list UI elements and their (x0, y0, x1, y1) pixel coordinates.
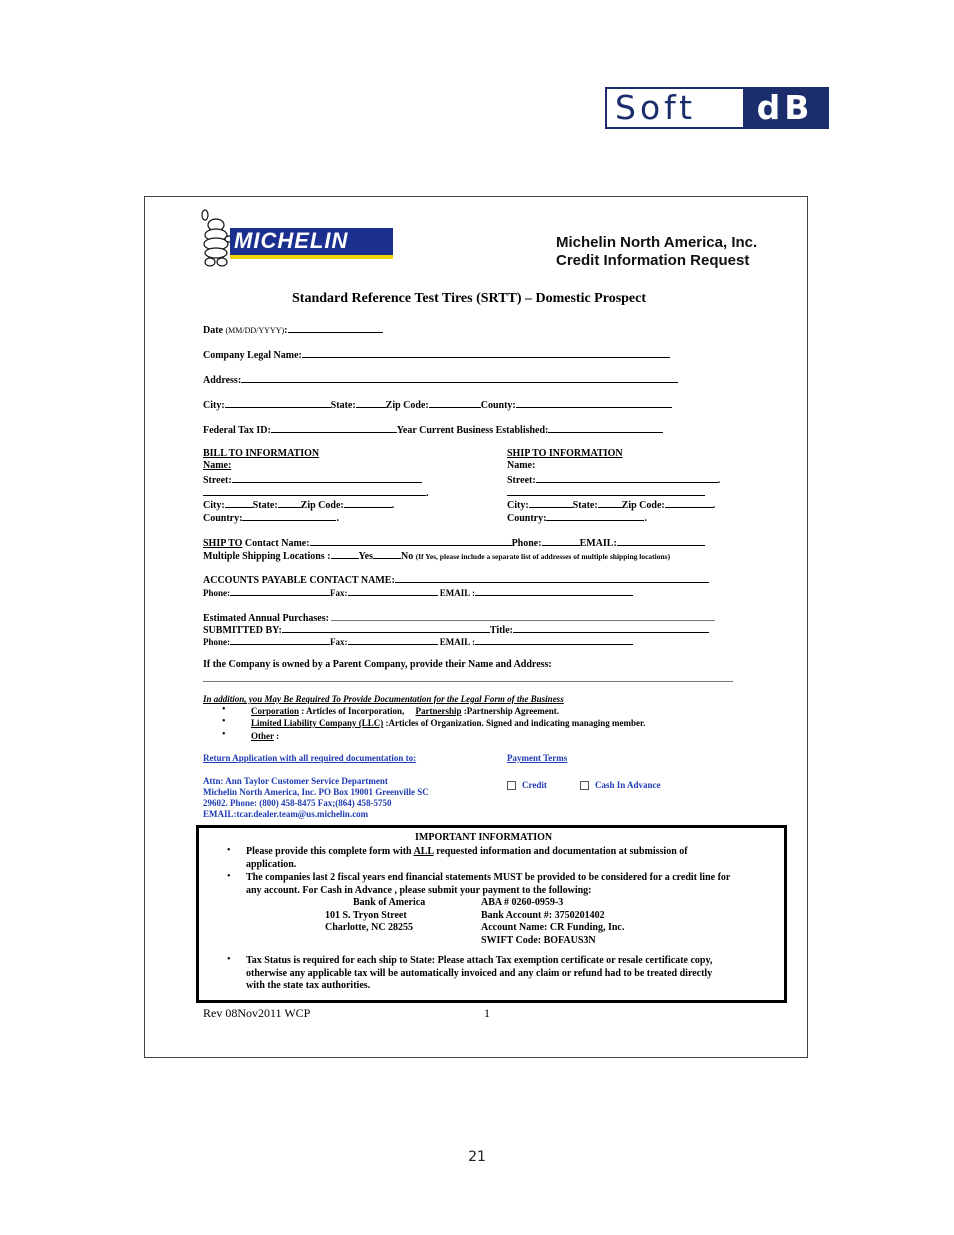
bank-account-block (481, 897, 624, 947)
llc-item (251, 718, 645, 728)
ship-to-title: SHIP TO INFORMATION (507, 448, 623, 459)
info-paragraph-2 (246, 872, 730, 897)
bullet-llc: • (222, 716, 226, 727)
bill-to-country-dot: . (336, 513, 339, 524)
swift-code: SWIFT Code: BOFAUS3N (481, 934, 596, 946)
bullet-corporation: • (222, 704, 226, 715)
ship-to-country-label: Country: (507, 513, 547, 524)
corporation-item (251, 706, 559, 716)
bank-account-number: Bank Account #: 3750201402 (481, 909, 605, 921)
info-p1-all: ALL (413, 846, 434, 857)
bill-to-street-field (203, 473, 422, 486)
yes-label: Yes (358, 551, 373, 562)
ship-to-city-row (507, 498, 715, 511)
return-application-label: Return Application with all required documentation to: (203, 753, 417, 763)
account-name: Account Name: CR Funding, Inc. (481, 922, 625, 933)
info-p2-line1: The companies last 2 fiscal years end financial statements MUST be provided to be considered for a credit line for (246, 872, 731, 883)
bank-name: Bank of America (353, 897, 426, 908)
multiple-shipping-note: (If Yes, please include a separate list of addresses of multiple shipping locations) (415, 552, 671, 561)
tax-id-row (203, 423, 663, 436)
llc-label: Limited Liability Company (LLC) (251, 718, 384, 728)
ship-to-name-label: Name: (507, 460, 536, 471)
info-p3-line1: Tax Status is required for each ship to State: Please attach Tax exemption certificate or resale certificate copy, (246, 955, 713, 966)
address-field (203, 373, 678, 386)
logo-db-text: dB (743, 89, 827, 127)
city-state-row (203, 398, 672, 411)
partnership-doc: :Partnership Agreement. (461, 706, 560, 716)
payment-terms-label: Payment Terms (507, 753, 568, 763)
return-address-1: Michelin North America, Inc. PO Box 19001 Greenville SC (203, 787, 429, 797)
important-information-heading: IMPORTANT INFORMATION (415, 832, 553, 843)
ship-to-zip-dot: . (712, 500, 716, 511)
county-label: County: (480, 400, 516, 411)
city-label: City: (203, 400, 225, 411)
ap-phone-label: Phone: (203, 588, 230, 598)
info-p2-line2: any account. For Cash in Advance , please submit your payment to the following: (246, 884, 592, 896)
legal-name-label: Company Legal Name: (203, 350, 302, 361)
ap-phone-row (203, 586, 633, 598)
softdb-logo (605, 87, 829, 129)
bank-city: Charlotte, NC 28255 (325, 922, 414, 933)
return-email: EMAIL:tcar.dealer.team@us.michelin.com (203, 809, 369, 819)
ap-contact-row (203, 573, 709, 586)
parent-company-line (203, 681, 733, 682)
bill-to-street-dot: . (426, 488, 429, 499)
bill-to-zip-dot: . (391, 500, 395, 511)
corporation-label: Corporation (251, 706, 299, 716)
submitter-fax-label: Fax: (330, 637, 348, 647)
submitter-phone-label: Phone: (203, 637, 230, 647)
logo-soft-text: Soft (615, 88, 697, 127)
ship-to-contact-prefix: SHIP TO (203, 538, 243, 549)
ship-to-contact-phone-label: Phone: (511, 538, 542, 549)
llc-doc: :Articles of Organization. Signed and indicating managing member. (383, 718, 646, 728)
cash-in-advance-option-label: Cash In Advance (595, 780, 661, 790)
address-label: Address: (203, 375, 242, 386)
info-bullet-1: • (227, 845, 231, 856)
legal-name-field (203, 348, 670, 361)
bank-address-block (325, 897, 426, 935)
ship-to-city-label: City: (507, 500, 529, 511)
ap-contact-label: ACCOUNTS PAYABLE CONTACT NAME: (203, 575, 395, 586)
info-p1-line2: application. (246, 858, 297, 870)
company-name: Michelin North America, Inc. (556, 234, 758, 251)
ap-fax-label: Fax: (330, 588, 348, 598)
bill-to-zip-label: Zip Code: (300, 500, 344, 511)
document-type: Credit Information Request (556, 252, 750, 269)
info-p3-line3: with the state tax authorities. (246, 980, 371, 991)
submitter-email-label: EMAIL : (439, 637, 476, 647)
submitted-by-label: SUBMITTED BY: (203, 625, 282, 636)
other-item (251, 731, 279, 741)
page-number: 21 (468, 1149, 486, 1165)
ship-to-street-dot: . (717, 475, 721, 486)
parent-company-label: If the Company is owned by a Parent Company, provide their Name and Address: (203, 659, 552, 670)
bill-to-city-label: City: (203, 500, 225, 511)
ship-to-state-label: State: (572, 500, 598, 511)
partnership-label: Partnership (415, 706, 462, 716)
multiple-shipping-label: Multiple Shipping Locations : (203, 551, 331, 562)
revision-note: Rev 08Nov2011 WCP (203, 1006, 311, 1020)
bill-to-country-field (203, 511, 339, 524)
bullet-other: • (222, 729, 226, 740)
form-title: Standard Reference Test Tires (SRTT) – Domestic Prospect (292, 291, 647, 306)
corporation-doc: : Articles of Incorporation, (299, 706, 405, 716)
estimated-purchases-label: Estimated Annual Purchases: (203, 613, 329, 624)
aba-number: ABA # 0260-0959-3 (481, 897, 564, 908)
ap-email-label: EMAIL : (439, 588, 476, 598)
cash-in-advance-checkbox[interactable] (580, 781, 589, 790)
info-bullet-2: • (227, 871, 231, 882)
bill-to-city-row (203, 498, 394, 511)
other-colon: : (273, 731, 280, 741)
legal-form-note: In addition, you May Be Required To Provide Documentation for the Legal Form of the Business (203, 694, 564, 704)
submitter-phone-row (203, 635, 633, 647)
return-address-2: 29602. Phone: (800) 458-8475 Fax;(864) 458-5750 (203, 798, 392, 808)
info-bullet-3: • (227, 954, 231, 965)
ship-to-contact-row (203, 536, 705, 549)
tax-id-label: Federal Tax ID: (203, 425, 271, 436)
date-format: (MM/DD/YYYY) (225, 326, 285, 335)
date-field (203, 323, 383, 336)
state-label: State: (330, 400, 356, 411)
bill-to-name-label: Name: (203, 460, 232, 471)
multiple-shipping-row (203, 549, 670, 562)
ship-to-contact-label: Contact Name: (242, 538, 310, 549)
michelin-wordmark: MICHELIN (230, 228, 393, 259)
info-paragraph-3 (246, 955, 712, 993)
ship-to-street-line2 (507, 495, 705, 496)
cash-in-advance-option[interactable] (580, 780, 661, 790)
info-paragraph-1 (246, 846, 688, 871)
bill-to-country-label: Country: (203, 513, 243, 524)
other-label: Other (251, 731, 274, 741)
no-label: No (400, 551, 414, 562)
year-established-label: Year Current Business Established: (396, 425, 549, 436)
credit-option[interactable] (507, 780, 547, 790)
ship-to-country-field (507, 511, 647, 524)
bill-to-title: BILL TO INFORMATION (203, 448, 320, 459)
credit-checkbox[interactable] (507, 781, 516, 790)
credit-option-label: Credit (522, 780, 547, 790)
title-label: Title: (489, 625, 513, 636)
ship-to-street-label: Street: (507, 475, 536, 486)
return-attn: Attn: Ann Taylor Customer Service Department (203, 776, 388, 786)
info-p3-line2: otherwise any applicable tax will be automatically invoiced and any claim or refund had to be treated directly (246, 967, 713, 979)
bill-to-street-label: Street: (203, 475, 232, 486)
ship-to-zip-label: Zip Code: (621, 500, 665, 511)
info-p1-start: Please provide this complete form with (246, 846, 414, 857)
ship-to-country-dot: . (644, 513, 647, 524)
form-page-number: 1 (484, 1006, 490, 1020)
date-colon: : (284, 325, 288, 336)
zip-label: Zip Code: (385, 400, 429, 411)
ship-to-street-field (507, 473, 720, 486)
bank-street: 101 S. Tryon Street (325, 909, 407, 921)
ship-to-contact-email-label: EMAIL: (579, 538, 617, 549)
bill-to-state-label: State: (252, 500, 278, 511)
info-p1-end: requested information and documentation at submission of (433, 846, 688, 857)
date-label: Date (203, 325, 223, 336)
